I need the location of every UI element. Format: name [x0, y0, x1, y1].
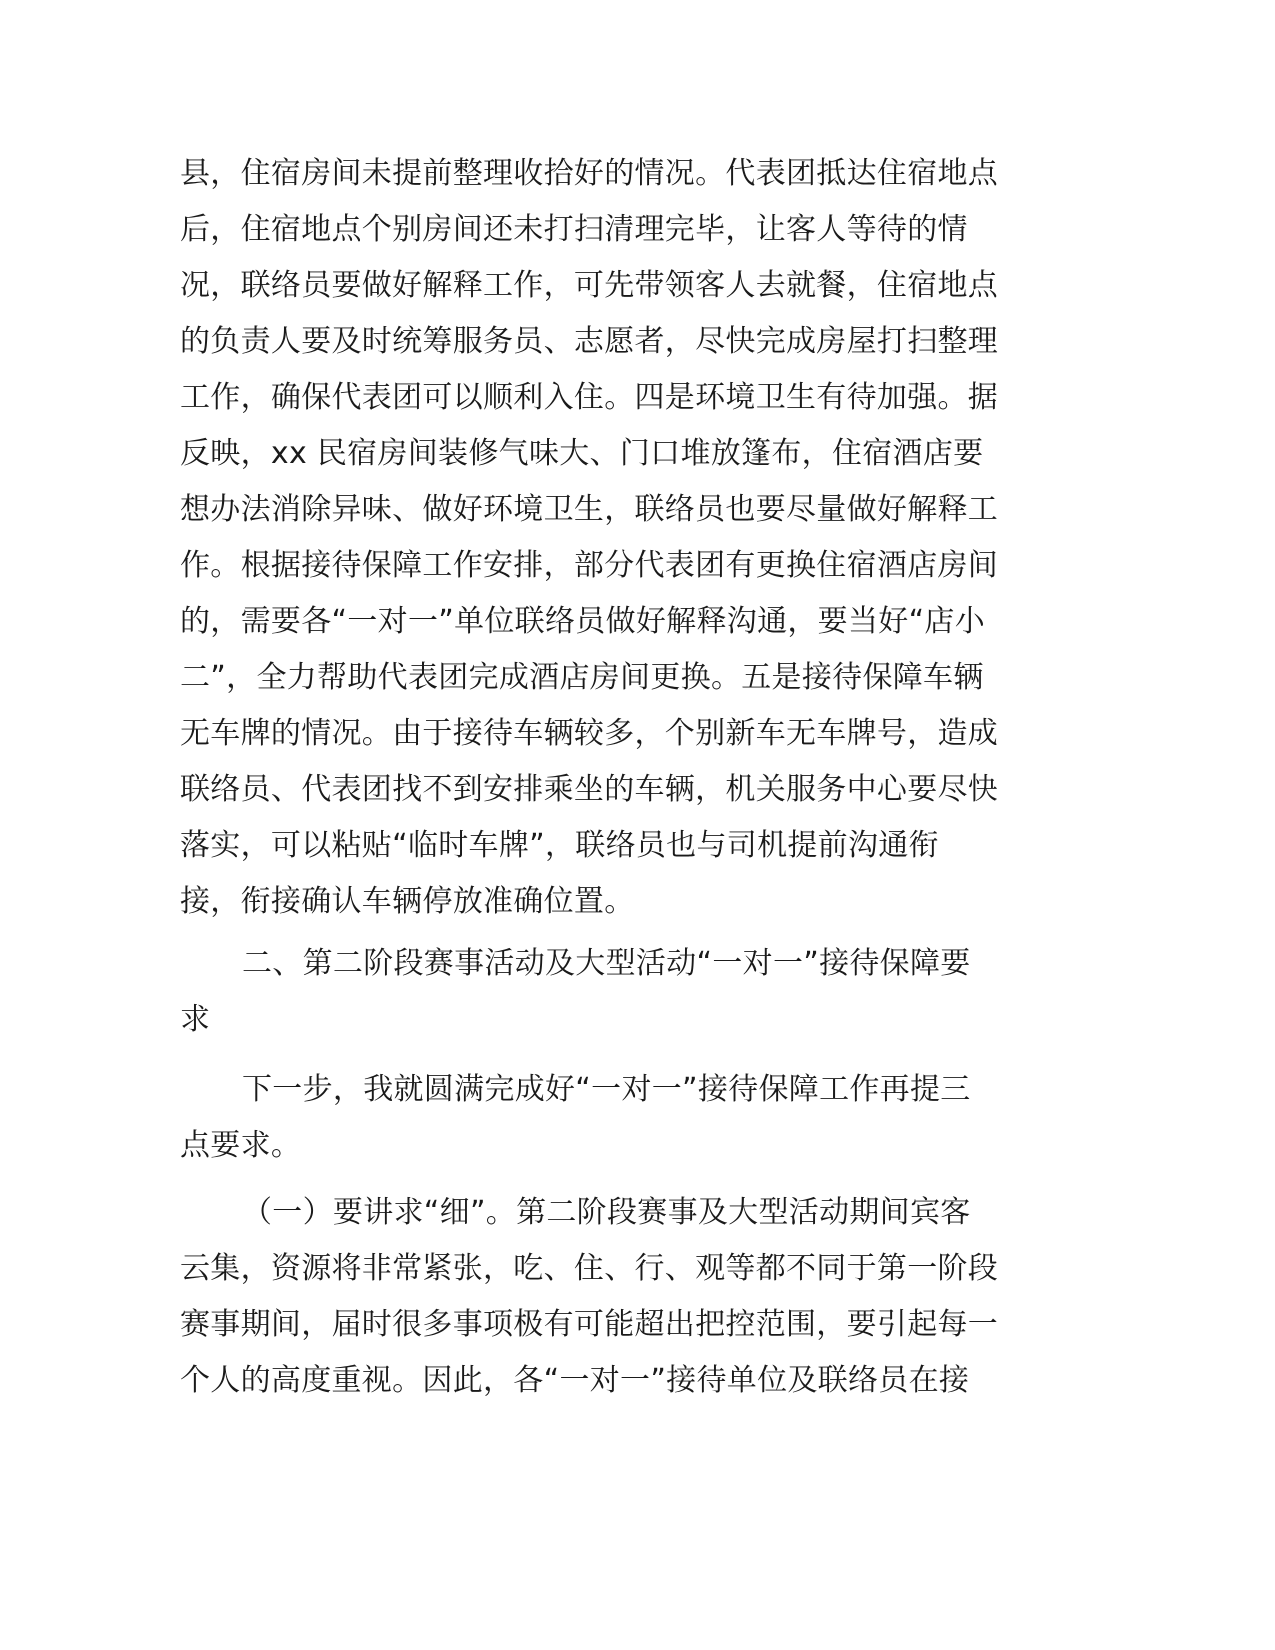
text-line: 的，需要各“一对一”单位联络员做好解释沟通，要当好“店小	[180, 604, 986, 639]
text-line: 想办法消除异味、做好环境卫生，联络员也要尽量做好解释工	[180, 492, 999, 527]
text-line: 联络员、代表团找不到安排乘坐的车辆，机关服务中心要尽快	[180, 772, 999, 807]
text-line: 接，衔接确认车辆停放准确位置。	[180, 884, 635, 919]
text-line: 后，住宿地点个别房间还未打扫清理完毕，让客人等待的情	[180, 212, 968, 247]
text-line: 落实，可以粘贴“临时车牌”，联络员也与司机提前沟通衔	[180, 828, 939, 863]
text-line: 的负责人要及时统筹服务员、志愿者，尽快完成房屋打扫整理	[180, 324, 999, 359]
text-line: 作。根据接待保障工作安排，部分代表团有更换住宿酒店房间	[180, 548, 999, 583]
text-line: 无车牌的情况。由于接待车辆较多，个别新车无车牌号，造成	[180, 716, 999, 751]
text-line: 反映，xx 民宿房间装修气味大、门口堆放篷布，住宿酒店要	[180, 436, 984, 471]
text-line: 下一步，我就圆满完成好“一对一”接待保障工作再提三	[242, 1072, 971, 1107]
text-line: 云集，资源将非常紧张，吃、住、行、观等都不同于第一阶段	[180, 1251, 999, 1286]
text-line: （一）要讲求“细”。第二阶段赛事及大型活动期间宾客	[242, 1195, 971, 1230]
text-line: 工作，确保代表团可以顺利入住。四是环境卫生有待加强。据	[180, 380, 999, 415]
heading-line: 二、第二阶段赛事活动及大型活动“一对一”接待保障要	[242, 946, 971, 981]
text-line: 况，联络员要做好解释工作，可先带领客人去就餐，住宿地点	[180, 268, 999, 303]
text-line: 县，住宿房间未提前整理收拾好的情况。代表团抵达住宿地点	[180, 156, 999, 191]
text-line: 二”，全力帮助代表团完成酒店房间更换。五是接待保障车辆	[180, 660, 984, 695]
text-line: 个人的高度重视。因此，各“一对一”接待单位及联络员在接	[180, 1363, 970, 1398]
text-line: 赛事期间，届时很多事项极有可能超出把控范围，要引起每一	[180, 1307, 999, 1342]
text-line: 点要求。	[180, 1128, 302, 1163]
heading-line: 求	[180, 1002, 211, 1037]
